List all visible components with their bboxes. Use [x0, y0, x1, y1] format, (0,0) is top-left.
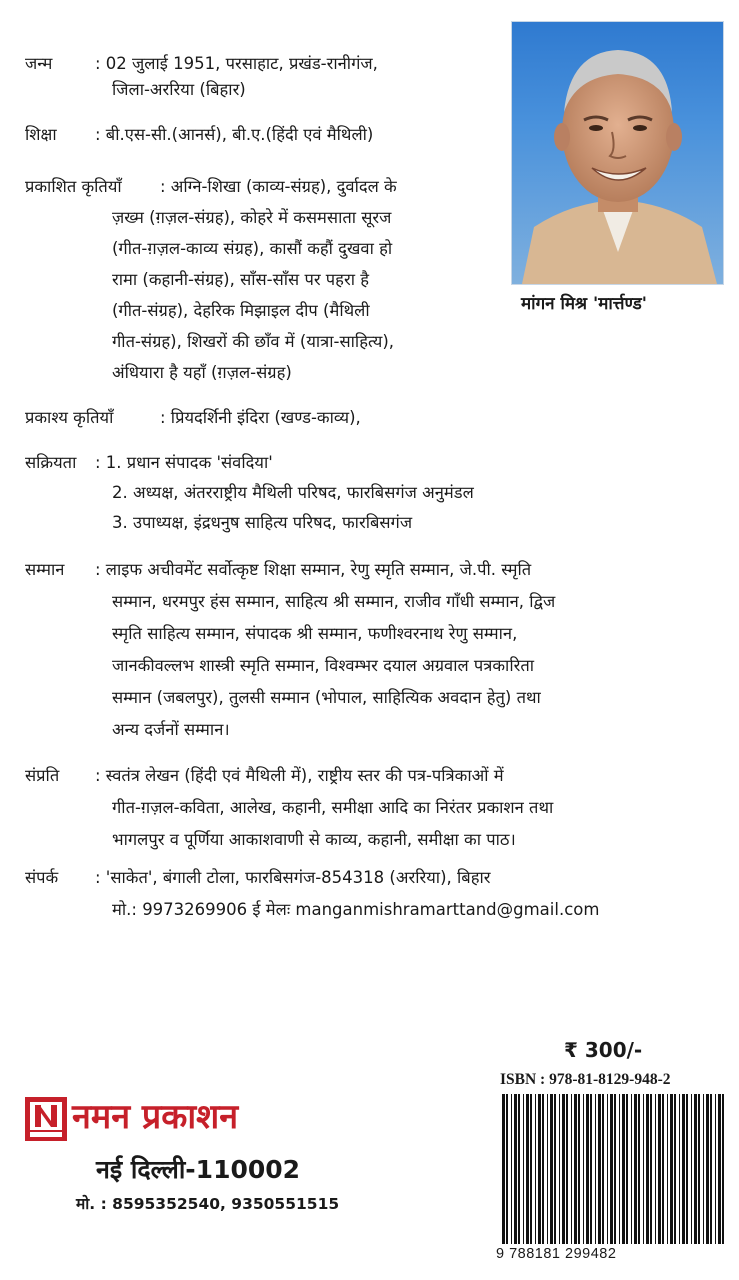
upcoming-line-1: : प्रियदर्शिनी इंदिरा (खण्ड-काव्य), [160, 408, 361, 427]
activity-line-2: 2. अध्यक्ष, अंतरराष्ट्रीय मैथिली परिषद, फारबिसगंज अनुमंडल [112, 483, 474, 502]
honours-line-3: स्मृति साहित्य सम्मान, संपादक श्री सम्मान, फणीश्वरनाथ रेणु सम्मान, [112, 624, 518, 643]
published-line-6: गीत-संग्रह), शिखरों की छाँव में (यात्रा-साहित्य), [112, 332, 395, 351]
honours-label: सम्मान [25, 560, 65, 579]
author-name-caption: मांगन मिश्र 'मार्त्तण्ड' [521, 294, 647, 314]
publisher-city: नई दिल्ली-110002 [96, 1155, 301, 1184]
contact-line-1: : 'साकेत', बंगाली टोला, फारबिसगंज-854318 (अररिया), बिहार [95, 868, 491, 887]
activity-line-3: 3. उपाध्यक्ष, इंद्रधनुष साहित्य परिषद, फारबिसगंज [112, 513, 413, 532]
honours-line-4: जानकीवल्लभ शास्त्री स्मृति सम्मान, विश्वम्भर दयाल अग्रवाल पत्रकारिता [112, 656, 535, 675]
contact-line-2: मो.: 9973269906 ई मेलः manganmishramarttand@gmail.com [112, 900, 600, 919]
birth-line-1: : 02 जुलाई 1951, परसाहाट, प्रखंड-रानीगंज, [95, 54, 378, 73]
author-photo [511, 21, 724, 285]
current-label: संप्रति [25, 766, 60, 785]
publisher-name: नमन प्रकाशन [72, 1097, 239, 1137]
activity-line-1: : 1. प्रधान संपादक 'संवदिया' [95, 453, 273, 472]
published-line-5: (गीत-संग्रह), देहरिक मिझाइल दीप (मैथिली [112, 301, 370, 320]
current-line-3: भागलपुर व पूर्णिया आकाशवाणी से काव्य, कहानी, समीक्षा का पाठ। [112, 830, 516, 849]
honours-line-6: अन्य दर्जनों सम्मान। [112, 720, 230, 739]
honours-line-5: सम्मान (जबलपुर), तुलसी सम्मान (भोपाल, साहित्यिक अवदान हेतु) तथा [112, 688, 541, 707]
upcoming-label: प्रकाश्य कृतियाँ [25, 408, 114, 427]
contact-label: संपर्क [25, 868, 59, 887]
honours-line-1: : लाइफ अचीवमेंट सर्वोत्कृष्ट शिक्षा सम्मान, रेणु स्मृति सम्मान, जे.पी. स्मृति [95, 560, 532, 579]
current-line-1: : स्वतंत्र लेखन (हिंदी एवं मैथिली में), राष्ट्रीय स्तर की पत्र-पत्रिकाओं में [95, 766, 504, 785]
current-line-2: गीत-ग़ज़ल-कविता, आलेख, कहानी, समीक्षा आदि का निरंतर प्रकाशन तथा [112, 798, 554, 817]
birth-line-2: जिला-अररिया (बिहार) [112, 80, 246, 99]
published-line-3: (गीत-ग़ज़ल-काव्य संग्रह), कासौं कहौं दुखवा हो [112, 239, 393, 258]
publisher-phone: मो. : 8595352540, 9350551515 [76, 1195, 340, 1213]
birth-label: जन्म [25, 54, 53, 73]
education-line-1: : बी.एस-सी.(आनर्स), बी.ए.(हिंदी एवं मैथिली) [95, 125, 374, 144]
price: ₹ 300/- [564, 1038, 643, 1062]
published-line-4: रामा (कहानी-संग्रह), साँस-साँस पर पहरा है [112, 270, 369, 289]
barcode-digits: 9 788181 299482 [496, 1246, 617, 1262]
publisher-logo [25, 1097, 67, 1141]
activity-label: सक्रियता [25, 453, 77, 472]
education-label: शिक्षा [25, 125, 57, 144]
isbn: ISBN : 978-81-8129-948-2 [500, 1071, 671, 1088]
barcode [496, 1094, 730, 1248]
published-line-1: : अग्नि-शिखा (काव्य-संग्रह), दुर्वादल के [160, 177, 397, 196]
honours-line-2: सम्मान, धरमपुर हंस सम्मान, साहित्य श्री सम्मान, राजीव गाँधी सम्मान, द्विज [112, 592, 556, 611]
published-label: प्रकाशित कृतियाँ [25, 177, 122, 196]
published-line-7: अंधियारा है यहाँ (ग़ज़ल-संग्रह) [112, 363, 292, 382]
published-line-2: ज़ख्म (ग़ज़ल-संग्रह), कोहरे में कसमसाता सूरज [112, 208, 392, 227]
